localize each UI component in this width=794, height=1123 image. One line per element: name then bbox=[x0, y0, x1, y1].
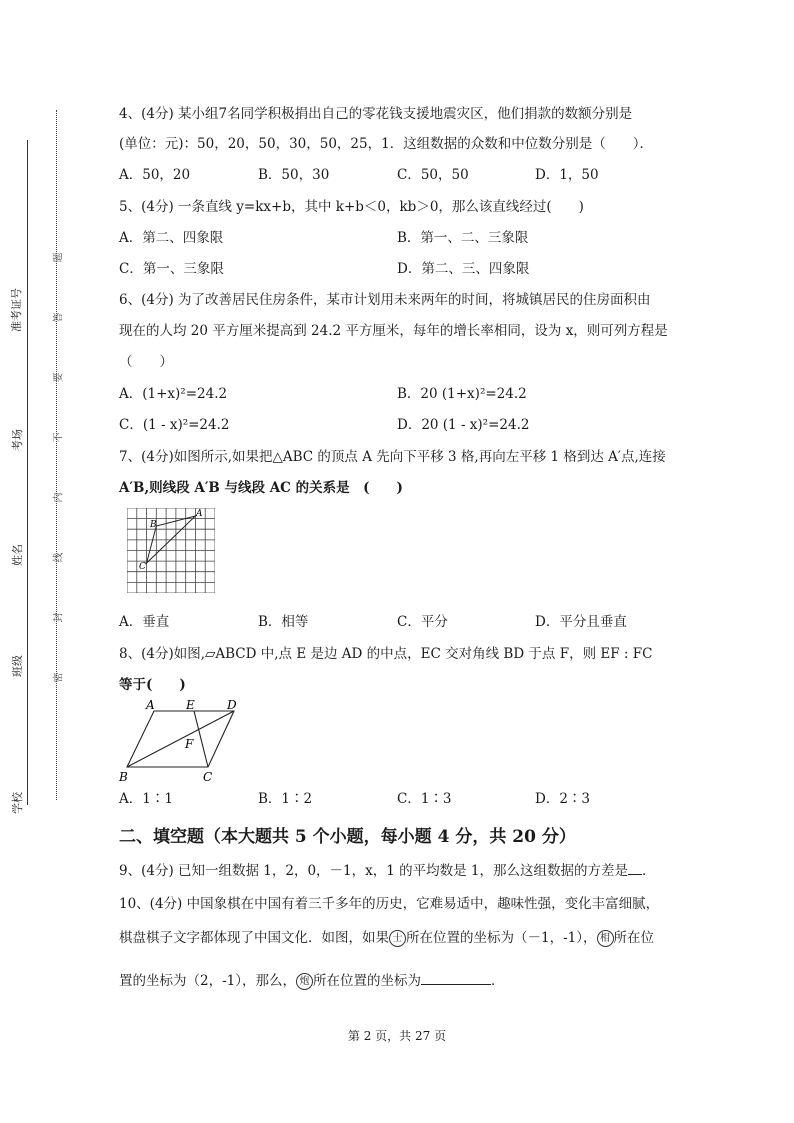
seal-char: 不 bbox=[53, 432, 65, 443]
q7-label-c: C bbox=[139, 562, 146, 572]
q10-stem-line2 bbox=[119, 929, 654, 947]
q10-answer-blank bbox=[421, 984, 491, 985]
q8-option-b: B．1∶2 bbox=[258, 791, 313, 807]
q8-option-a: A．1∶1 bbox=[119, 791, 173, 807]
q8-label-f: F bbox=[185, 737, 194, 751]
q10-stem-line3 bbox=[119, 972, 505, 990]
q8-stem-line1: 8、(4分)如图,▱ABCD 中,点 E 是边 AD 的中点，EC 交对角线 BD 于点 F，则 EF : FC bbox=[119, 646, 653, 662]
q4-stem-line1: 4、(4分) 某小组7名同学积极捐出自己的零花钱支援地震灾区，他们捐款的数额分别是 bbox=[119, 106, 633, 122]
q8-option-d: D．2∶3 bbox=[535, 791, 591, 807]
q6-option-a: A．(1+x)²=24.2 bbox=[119, 386, 228, 402]
q8-parallelogram-figure bbox=[117, 697, 247, 785]
q4-option-c: C．50，50 bbox=[397, 167, 469, 183]
q8-option-c: C．1∶3 bbox=[397, 791, 452, 807]
q5-stem: 5、(4分) 一条直线 y=kx+b，其中 k+b＜0，kb＞0，那么该直线经过( ) bbox=[119, 199, 584, 215]
q6-stem-line3: （ ） bbox=[119, 354, 173, 370]
q7-grid bbox=[127, 508, 215, 593]
q7-option-d: D．平分且垂直 bbox=[535, 614, 627, 630]
chess-piece-xiang-icon: 相 bbox=[597, 930, 614, 947]
q6-stem-line1: 6、(4分) 为了改善居民住房条件，某市计划用未来两年的时间，将城镇居民的住房面积由 bbox=[119, 292, 651, 308]
chess-piece-pao-icon: 炮 bbox=[296, 973, 313, 990]
q9-text: 9、(4分) 已知一组数据 1，2，0，－1，x，1 的平均数是 1，那么这组数据的方差是 bbox=[119, 863, 629, 879]
q6-option-c: C．(1 - x)²=24.2 bbox=[119, 417, 230, 433]
q6-option-b: B．20 (1+x)²=24.2 bbox=[397, 386, 527, 402]
q4-option-a: A．50，20 bbox=[119, 167, 191, 183]
seal-char: 答 bbox=[53, 312, 65, 323]
seal-char: 密 bbox=[53, 672, 65, 683]
q10-text-3a: 置的坐标为（2，-1），那么， bbox=[119, 973, 296, 989]
q8-label-a: A bbox=[146, 698, 155, 712]
seal-dotted-line bbox=[56, 110, 57, 800]
q8-label-d: D bbox=[227, 698, 237, 712]
q7-stem-line1: 7、(4分)如图所示,如果把△ABC 的顶点 A 先向下平移 3 格,再向左平移 1 格到达 A′点,连接 bbox=[119, 449, 666, 465]
q6-option-d: D．20 (1 - x)²=24.2 bbox=[397, 417, 530, 433]
seal-char: 封 bbox=[53, 612, 65, 623]
q9-end: ． bbox=[642, 863, 656, 879]
q7-option-b: B．相等 bbox=[258, 614, 309, 630]
q9-answer-blank bbox=[628, 874, 642, 875]
margin-label-exam-id: 准考证号 bbox=[10, 288, 23, 332]
q8-diagonal-bd bbox=[127, 711, 234, 767]
q4-stem-line2: (单位：元)：50，20，50，30，50，25，1．这组数据的众数和中位数分别是（ ）． bbox=[119, 136, 653, 152]
margin-label-school: 学校 bbox=[11, 792, 24, 814]
q7-label-a: A bbox=[196, 509, 203, 519]
margin-label-name: 姓名 bbox=[11, 544, 24, 566]
q7-option-a: A．垂直 bbox=[119, 614, 170, 630]
q8-segment-ec bbox=[194, 711, 208, 767]
q5-option-c: C．第一、三象限 bbox=[119, 261, 224, 277]
q10-text-2c: 所在位 bbox=[613, 930, 654, 946]
seal-char: 要 bbox=[53, 372, 65, 383]
seal-char: 内 bbox=[53, 492, 65, 503]
q7-option-c: C．平分 bbox=[397, 614, 448, 630]
q4-option-d: D．1，50 bbox=[535, 167, 599, 183]
margin-line bbox=[27, 140, 28, 805]
q9-stem bbox=[119, 862, 656, 880]
q7-grid-figure bbox=[127, 508, 215, 593]
q10-end: ． bbox=[491, 973, 505, 989]
q7-label-b: B bbox=[150, 520, 157, 530]
q10-text-2a: 棋盘棋子文字都体现了中国文化．如图，如果 bbox=[119, 930, 389, 946]
section-title-fill-in: 二、填空题（本大题共 5 个小题，每小题 4 分，共 20 分） bbox=[119, 827, 576, 847]
q8-stem-line2: 等于( ) bbox=[119, 677, 186, 693]
q5-option-b: B．第一、二、三象限 bbox=[397, 230, 529, 246]
margin-label-class: 班级 bbox=[11, 655, 24, 677]
q8-label-c: C bbox=[203, 770, 213, 784]
seal-char: 题 bbox=[53, 252, 65, 263]
q10-text-3b: 所在位置的坐标为 bbox=[313, 973, 421, 989]
q8-label-b: B bbox=[119, 770, 128, 784]
q6-stem-line2: 现在的人均 20 平方厘米提高到 24.2 平方厘米，每年的增长率相同，设为 x，则可列方程是 bbox=[119, 323, 668, 339]
page-footer: 第 2 页，共 27 页 bbox=[347, 1029, 447, 1043]
chess-piece-shi-icon: 士 bbox=[389, 930, 406, 947]
q7-stem-line2: A′B,则线段 A′B 与线段 AC 的关系是 ( ) bbox=[119, 480, 403, 496]
q5-option-a: A．第二、四象限 bbox=[119, 230, 224, 246]
seal-char: 线 bbox=[53, 552, 65, 563]
q10-stem-line1: 10、(4分) 中国象棋在中国有着三千多年的历史，它难易适中，趣味性强，变化丰富细腻， bbox=[119, 896, 660, 912]
q5-option-d: D．第二、三、四象限 bbox=[397, 261, 530, 277]
q10-text-2b: 所在位置的坐标为（－1，-1）， bbox=[406, 930, 597, 946]
margin-label-exam-room: 考场 bbox=[11, 429, 24, 451]
q4-option-b: B．50，30 bbox=[258, 167, 330, 183]
q8-label-e: E bbox=[186, 698, 195, 712]
